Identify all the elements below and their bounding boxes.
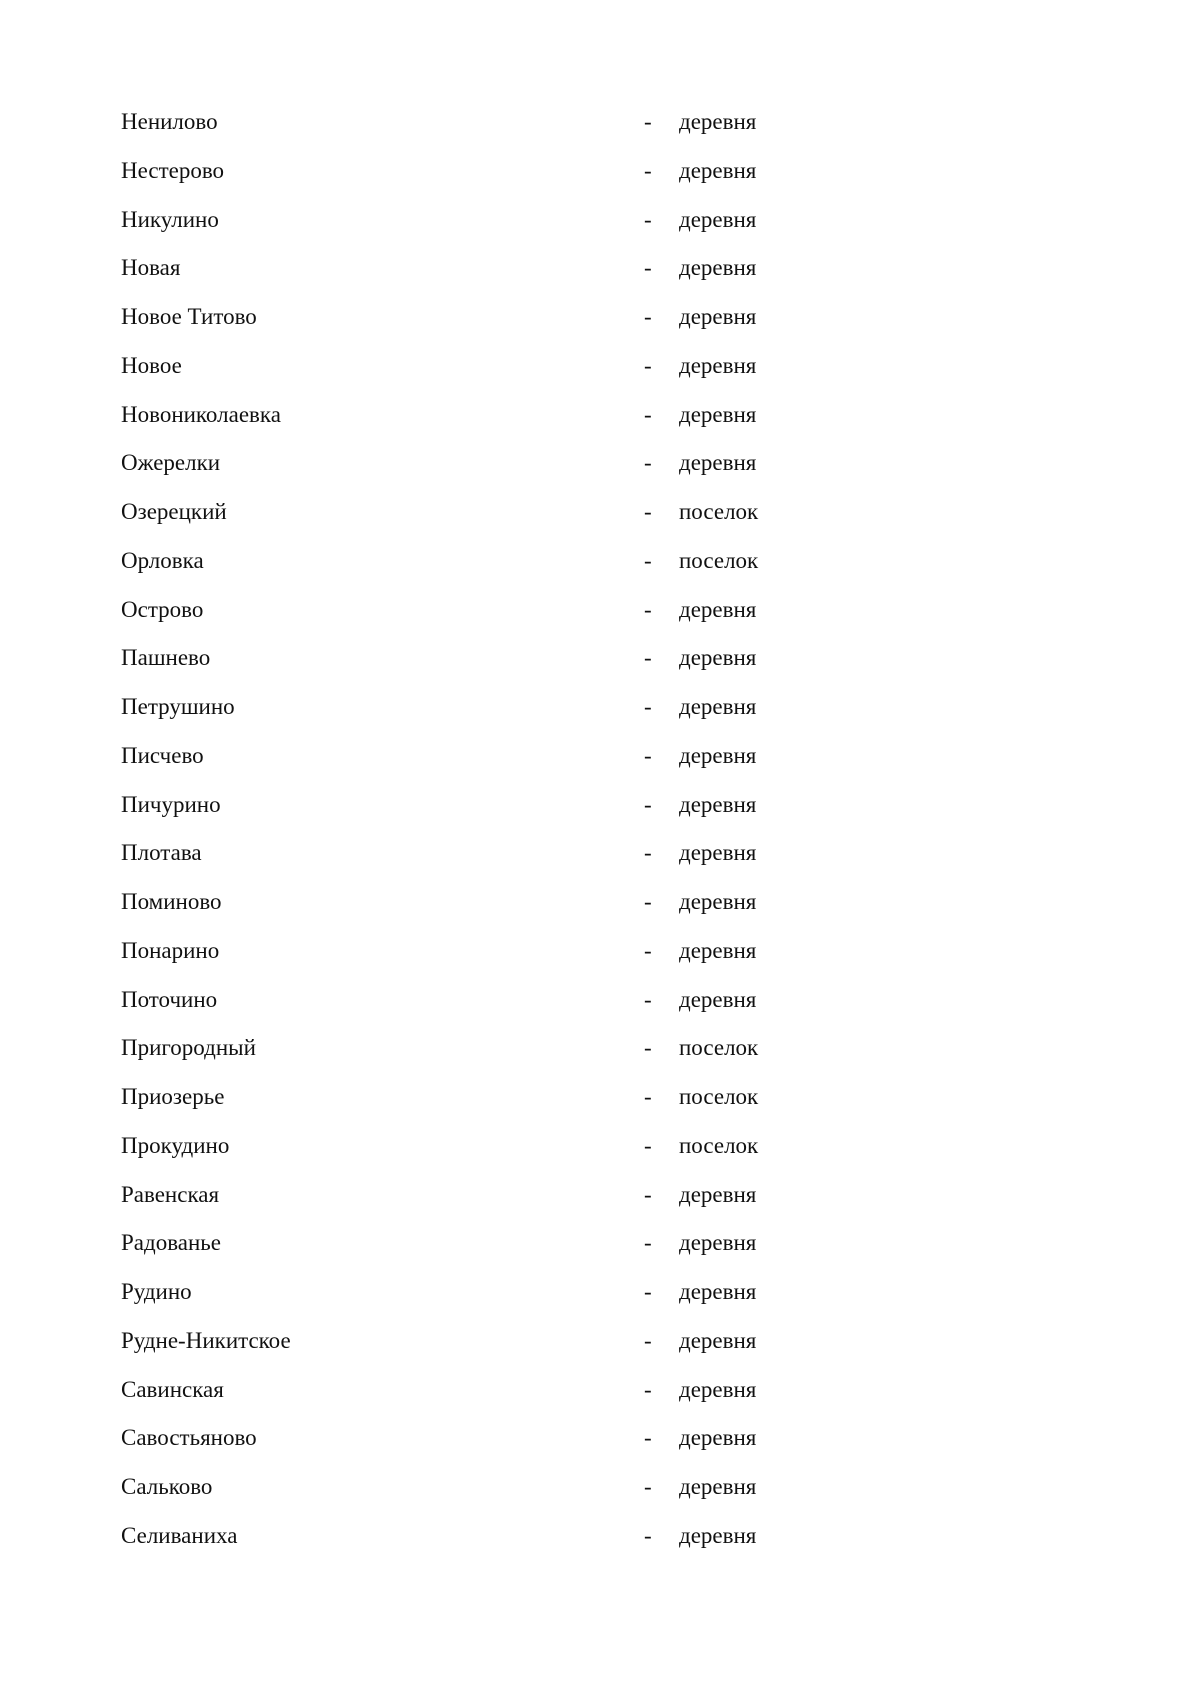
list-item: [121, 692, 1021, 741]
separator-dash: -: [644, 109, 652, 134]
list-item: [121, 448, 1021, 497]
separator-dash: -: [644, 1474, 652, 1499]
settlement-list: [121, 107, 1021, 1570]
settlement-name: Новое: [121, 352, 182, 378]
separator-dash: -: [644, 1279, 652, 1304]
settlement-name: Понарино: [121, 937, 220, 963]
settlement-name: Рудне-Никитское: [121, 1327, 291, 1353]
settlement-name: Новониколаевка: [121, 401, 281, 427]
separator-dash: -: [644, 255, 652, 281]
list-item: [121, 936, 1021, 985]
separator-dash: -: [644, 645, 652, 671]
settlement-type: деревня: [679, 742, 757, 768]
settlement-name: Новая: [121, 255, 181, 281]
settlement-name: Сальково: [121, 1474, 213, 1499]
list-item: [121, 156, 1021, 205]
settlement-name: Рудино: [121, 1279, 192, 1304]
separator-dash: -: [644, 937, 652, 963]
list-item: [121, 643, 1021, 692]
separator-dash: -: [644, 206, 652, 232]
settlement-type: деревня: [679, 1522, 757, 1548]
settlement-name: Нестерово: [121, 157, 225, 183]
settlement-name: Острово: [121, 596, 204, 622]
settlement-name: Пашнево: [121, 645, 211, 671]
list-item: [121, 838, 1021, 887]
list-item: [121, 1131, 1021, 1180]
settlement-name: Плотава: [121, 840, 202, 866]
separator-dash: -: [644, 304, 652, 329]
separator-dash: -: [644, 1376, 652, 1402]
settlement-name: Равенская: [121, 1181, 220, 1207]
settlement-type: поселок: [679, 1084, 759, 1109]
settlement-name: Озерецкий: [121, 499, 227, 524]
settlement-type: деревня: [679, 645, 757, 671]
settlement-type: деревня: [679, 255, 757, 281]
list-item: [121, 253, 1021, 302]
list-item: [121, 107, 1021, 156]
settlement-name: Пригородный: [121, 1035, 256, 1061]
settlement-type: деревня: [679, 889, 757, 914]
settlement-type: деревня: [679, 352, 757, 378]
list-item: [121, 790, 1021, 839]
list-item: [121, 546, 1021, 595]
separator-dash: -: [644, 499, 652, 524]
settlement-type: деревня: [679, 1230, 757, 1256]
list-item: [121, 985, 1021, 1034]
settlement-type: деревня: [679, 596, 757, 622]
list-item: [121, 887, 1021, 936]
settlement-name: Поточино: [121, 986, 218, 1012]
settlement-name: Ожерелки: [121, 450, 221, 476]
settlement-type: деревня: [679, 840, 757, 866]
settlement-name: Савостьяново: [121, 1425, 257, 1451]
settlement-type: деревня: [679, 791, 757, 817]
list-item: [121, 1375, 1021, 1424]
separator-dash: -: [644, 1327, 652, 1353]
separator-dash: -: [644, 1230, 652, 1256]
separator-dash: -: [644, 1522, 652, 1548]
list-item: [121, 351, 1021, 400]
settlement-type: деревня: [679, 1376, 757, 1402]
separator-dash: -: [644, 1181, 652, 1207]
settlement-name: Поминово: [121, 889, 222, 914]
settlement-name: Петрушино: [121, 694, 235, 719]
settlement-type: деревня: [679, 1425, 757, 1451]
separator-dash: -: [644, 840, 652, 866]
list-item: [121, 302, 1021, 351]
settlement-name: Пичурино: [121, 791, 221, 817]
separator-dash: -: [644, 742, 652, 768]
separator-dash: -: [644, 401, 652, 427]
list-item: [121, 1326, 1021, 1375]
list-item: [121, 741, 1021, 790]
settlement-type: деревня: [679, 109, 757, 134]
settlement-name: Радованье: [121, 1230, 221, 1256]
settlement-name: Селиваниха: [121, 1522, 238, 1548]
separator-dash: -: [644, 986, 652, 1012]
settlement-name: Приозерье: [121, 1084, 225, 1109]
separator-dash: -: [644, 1035, 652, 1061]
separator-dash: -: [644, 547, 652, 573]
settlement-type: деревня: [679, 694, 757, 719]
settlement-name: Никулино: [121, 206, 219, 232]
settlement-name: Савинская: [121, 1376, 224, 1402]
settlement-type: деревня: [679, 157, 757, 183]
list-item: [121, 1472, 1021, 1521]
list-item: [121, 1277, 1021, 1326]
settlement-name: Ненилово: [121, 109, 218, 134]
separator-dash: -: [644, 1425, 652, 1451]
settlement-type: деревня: [679, 937, 757, 963]
settlement-type: деревня: [679, 206, 757, 232]
settlement-type: деревня: [679, 401, 757, 427]
separator-dash: -: [644, 889, 652, 914]
settlement-name: Писчево: [121, 742, 204, 768]
settlement-type: деревня: [679, 986, 757, 1012]
separator-dash: -: [644, 694, 652, 719]
settlement-type: деревня: [679, 304, 757, 329]
list-item: [121, 1228, 1021, 1277]
separator-dash: -: [644, 596, 652, 622]
settlement-type: деревня: [679, 450, 757, 476]
settlement-name: Прокудино: [121, 1132, 230, 1158]
settlement-type: деревня: [679, 1279, 757, 1304]
list-item: [121, 1180, 1021, 1229]
list-item: [121, 205, 1021, 254]
settlement-type: поселок: [679, 1035, 759, 1061]
list-item: [121, 1082, 1021, 1131]
separator-dash: -: [644, 450, 652, 476]
list-item: [121, 1033, 1021, 1082]
settlement-name: Новое Титово: [121, 304, 257, 329]
settlement-type: деревня: [679, 1327, 757, 1353]
list-item: [121, 400, 1021, 449]
settlement-type: поселок: [679, 1132, 759, 1158]
separator-dash: -: [644, 157, 652, 183]
settlement-type: деревня: [679, 1474, 757, 1499]
list-item: [121, 497, 1021, 546]
list-item: [121, 595, 1021, 644]
settlement-type: деревня: [679, 1181, 757, 1207]
settlement-name: Орловка: [121, 547, 204, 573]
separator-dash: -: [644, 791, 652, 817]
separator-dash: -: [644, 1132, 652, 1158]
settlement-type: поселок: [679, 547, 759, 573]
separator-dash: -: [644, 352, 652, 378]
settlement-type: поселок: [679, 499, 759, 524]
list-item: [121, 1521, 1021, 1570]
separator-dash: -: [644, 1084, 652, 1109]
list-item: [121, 1423, 1021, 1472]
